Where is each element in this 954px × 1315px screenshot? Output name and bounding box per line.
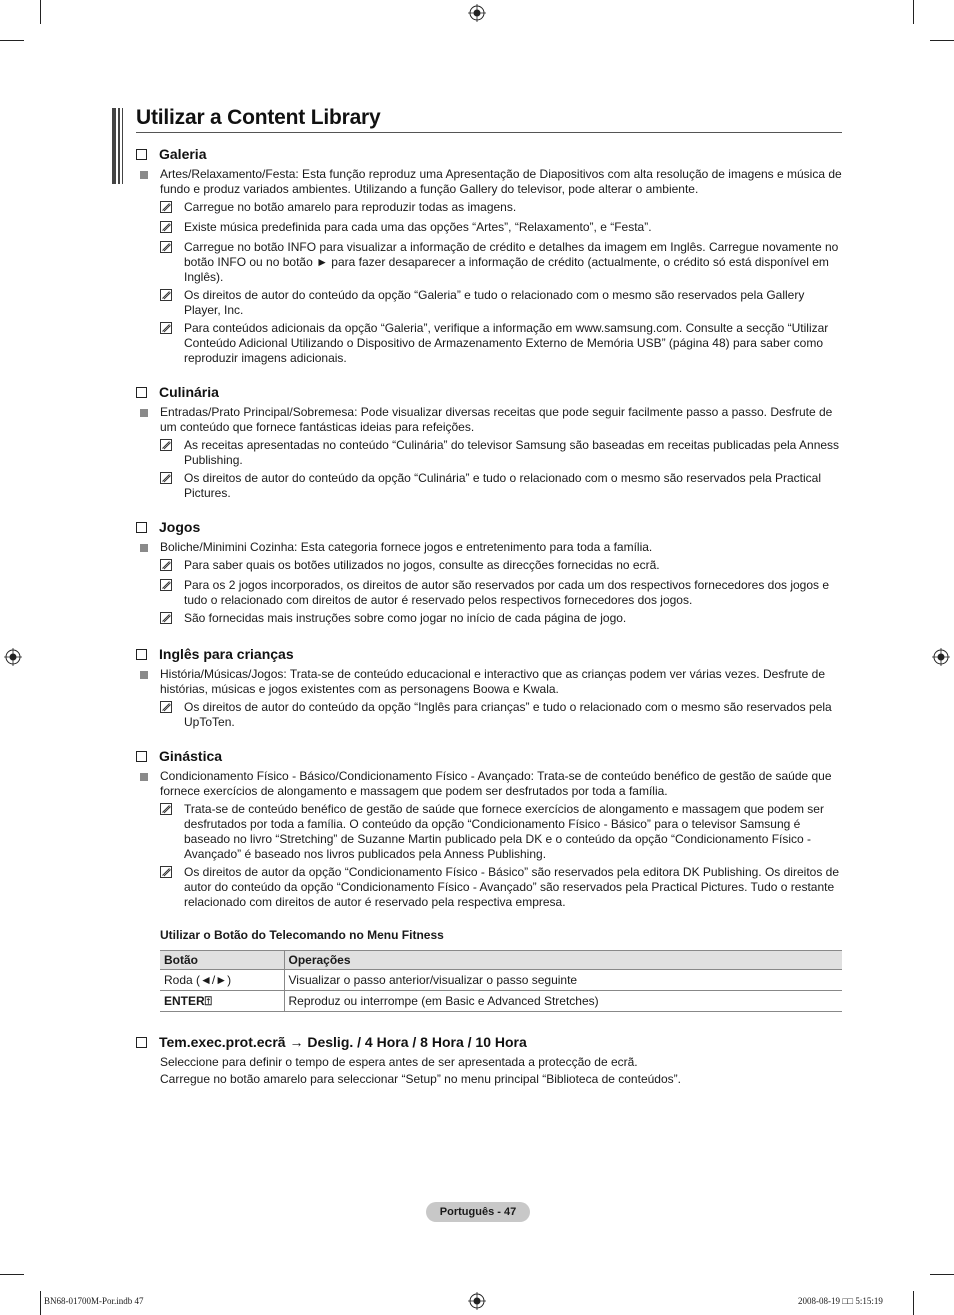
note-icon <box>160 611 184 628</box>
page-title: Utilizar a Content Library <box>136 106 381 129</box>
checkbox-icon <box>136 522 147 533</box>
note-icon <box>160 240 184 285</box>
note-icon <box>160 802 184 862</box>
checkbox-icon <box>136 649 147 660</box>
checkbox-icon <box>136 751 147 762</box>
note-icon <box>160 288 184 318</box>
square-bullet-icon <box>136 540 160 555</box>
note-item: As receitas apresentadas no conteúdo “Culinária” do televisor Samsung são baseadas em receitas publicadas pela Anness Publishing. <box>136 438 844 468</box>
bullet-item: Boliche/Minimini Cozinha: Esta categoria fornece jogos e entretenimento para toda a família. <box>136 540 844 555</box>
note-item: Os direitos de autor do conteúdo da opção “Culinária” e tudo o relacionado com o mesmo são reservados pela Practical Pictures. <box>136 471 844 501</box>
registration-mark-icon <box>468 4 486 22</box>
bullet-item: Artes/Relaxamento/Festa: Esta função reproduz uma Apresentação de Diapositivos com alta resolução de imagens e música de fundo e produz variados ambientes. Utilizando a função Gallery do televisor, pode alterar o ambiente. <box>136 167 844 197</box>
note-icon <box>160 438 184 468</box>
note-item: Trata-se de conteúdo benéfico de gestão de saúde que fornece exercícios de alongamento e massagem que podem ser desfrutados por toda a família. O conteúdo da opção “Condicionamento Físico - Básico” para o televisor Samsung é baseado no livro “Stretching” de Suzanne Martin publicado pela DK e o conteúdo da opção “Condicionamento Físico - Avançado” é baseado nos livros publicados pela Anness Publishing. <box>136 802 844 862</box>
section-heading: Inglês para crianças <box>136 644 844 664</box>
square-bullet-icon <box>136 167 160 197</box>
note-icon <box>160 321 184 366</box>
title-decoration <box>112 108 126 184</box>
section-heading: Galeria <box>136 144 844 164</box>
footer-date: 2008-08-19 □□ 5:15:19 <box>798 1296 883 1306</box>
note-item: Os direitos de autor do conteúdo da opção “Galeria” e tudo o relacionado com o mesmo são reservados pela Gallery Player, Inc. <box>136 288 844 318</box>
note-icon <box>160 865 184 910</box>
section <box>136 144 844 366</box>
note-icon <box>160 700 184 730</box>
section <box>136 644 844 730</box>
fitness-buttons-table <box>160 950 842 1012</box>
note-item: Carregue no botão amarelo para reproduzir todas as imagens. <box>136 200 844 217</box>
note-item: Para saber quais os botões utilizados no jogos, consulte as direcções fornecidas no ecrã. <box>136 558 844 575</box>
note-item: Carregue no botão INFO para visualizar a informação de crédito e detalhes da imagem em Inglês. Carregue novamente no botão INFO ou no botão ► para fazer desaparecer a informação de crédito (actualmente, o crédito só está disponível em Inglês). <box>136 240 844 285</box>
note-icon <box>160 200 184 217</box>
note-item: Existe música predefinida para cada uma das opções “Artes”, “Relaxamento”, e “Festa”. <box>136 220 844 237</box>
square-bullet-icon <box>136 667 160 697</box>
note-icon <box>160 220 184 237</box>
crop-mark <box>930 1274 954 1275</box>
registration-mark-icon <box>468 1292 486 1310</box>
table-cell: ENTER⍐ <box>160 991 284 1012</box>
note-item: São fornecidas mais instruções sobre como jogar no início de cada página de jogo. <box>136 611 844 628</box>
content <box>136 144 844 1104</box>
checkbox-icon <box>136 149 147 160</box>
body-text: Seleccione para definir o tempo de espera antes de ser apresentada a protecção de ecrã. <box>160 1055 638 1069</box>
crop-mark <box>0 40 24 41</box>
section-heading: Ginástica <box>136 746 844 766</box>
note-item: Os direitos de autor do conteúdo da opção “Inglês para crianças” e tudo o relacionado com o mesmo são reservados pela UpToTen. <box>136 700 844 730</box>
registration-mark-icon <box>4 648 22 666</box>
table-header: Botão <box>160 951 284 970</box>
section-heading: Tem.exec.prot.ecrã → Deslig. / 4 Hora / 8 Hora / 10 Hora <box>136 1032 844 1052</box>
checkbox-icon <box>136 387 147 398</box>
crop-mark <box>40 1291 41 1315</box>
table-row <box>160 970 842 991</box>
footer-file: BN68-01700M-Por.indb 47 <box>44 1296 144 1306</box>
checkbox-icon <box>136 1037 147 1048</box>
crop-mark <box>40 0 41 24</box>
crop-mark <box>930 40 954 41</box>
bullet-item: História/Músicas/Jogos: Trata-se de conteúdo educacional e interactivo que as crianças podem ver várias vezes. Desfrute de histórias, músicas e jogos existentes com as personagens Boowa e Kwala. <box>136 667 844 697</box>
table-header: Operações <box>284 951 842 970</box>
registration-mark-icon <box>932 648 950 666</box>
note-item: Para conteúdos adicionais da opção “Galeria”, verifique a informação em www.samsung.com. Consulte a secção “Utilizar Conteúdo Adicional Utilizando o Dispositivo de Armazenamento Externo de Memória USB” (página 48) para saber como reproduzir imagens adicionais. <box>136 321 844 366</box>
table-row <box>160 991 842 1012</box>
section <box>136 517 844 628</box>
section-heading: Jogos <box>136 517 844 537</box>
crop-mark <box>0 1274 24 1275</box>
bullet-item: Condicionamento Físico - Básico/Condicionamento Físico - Avançado: Trata-se de conteúdo benéfico de gestão de saúde que fornece exercícios de alongamento e massagem que podem ser desfrutados por toda a família. <box>136 769 844 799</box>
square-bullet-icon <box>136 769 160 799</box>
page-number-label: Português - 47 <box>426 1202 530 1222</box>
bullet-item: Entradas/Prato Principal/Sobremesa: Pode visualizar diversas receitas que pode seguir facilmente passo a passo. Desfrute de um conteúdo que fornece fantásticas ideias para refeições. <box>136 405 844 435</box>
table-title: Utilizar o Botão do Telecomando no Menu Fitness <box>160 928 444 942</box>
section <box>136 382 844 501</box>
crop-mark <box>913 0 914 24</box>
note-icon <box>160 471 184 501</box>
note-icon <box>160 578 184 608</box>
square-bullet-icon <box>136 405 160 435</box>
note-item: Os direitos de autor da opção “Condicionamento Físico - Básico” são reservados pela editora DK Publishing. Os direitos de autor do conteúdo da opção “Condicionamento Físico - Avançado” são reservados pela Practical Pictures. Tudo o restante relacionado com direitos de autor é reservado pela respectiva empresa. <box>136 865 844 910</box>
section <box>136 746 844 910</box>
table-cell: Reproduz ou interrompe (em Basic e Advanced Stretches) <box>284 991 842 1012</box>
note-icon <box>160 558 184 575</box>
title-rule <box>136 132 842 133</box>
table-cell: Roda (◄/►) <box>160 970 284 991</box>
note-item: Para os 2 jogos incorporados, os direitos de autor são reservados por cada um dos respectivos fornecedores dos jogos e tudo o relacionado com direitos de autor é reservado pelos respectivos fornecedores dos jogos. <box>136 578 844 608</box>
table-cell: Visualizar o passo anterior/visualizar o passo seguinte <box>284 970 842 991</box>
section-screensaver <box>136 1032 844 1088</box>
body-text: Carregue no botão amarelo para seleccionar “Setup” no menu principal “Biblioteca de conteúdos”. <box>160 1072 681 1086</box>
crop-mark <box>913 1291 914 1315</box>
section-heading: Culinária <box>136 382 844 402</box>
